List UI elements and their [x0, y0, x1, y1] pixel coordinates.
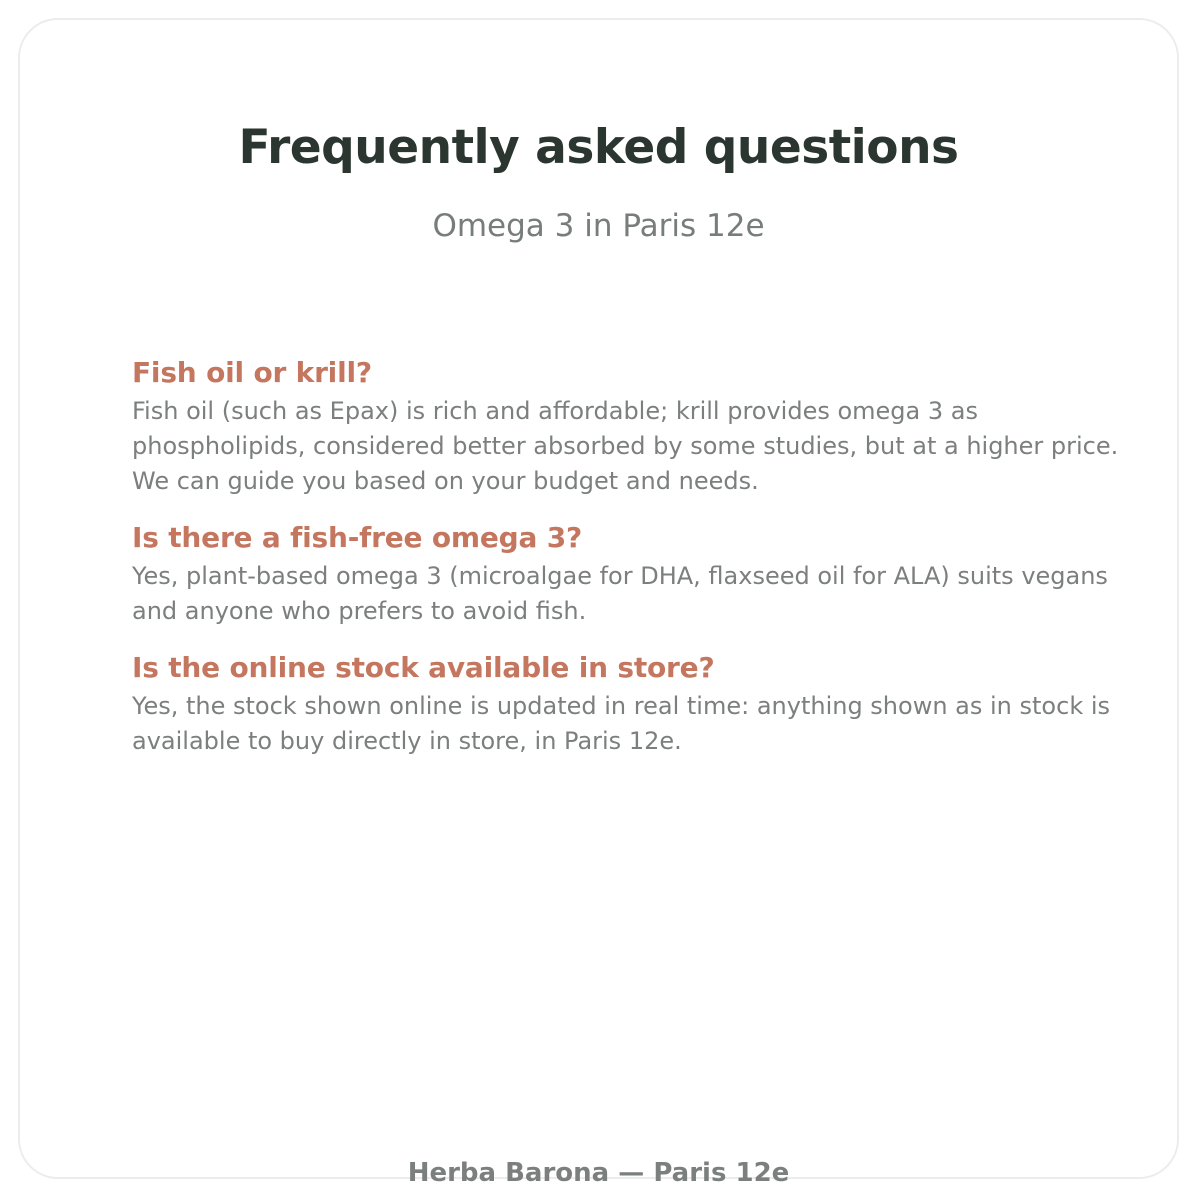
faq-card: [18, 18, 1179, 1188]
faq-question: Fish oil or krill?: [132, 356, 372, 389]
faq-question: Is there a fish-free omega 3?: [132, 521, 583, 554]
faq-answer: Yes, the stock shown online is updated in real time: anything shown as in stock is available to buy directly in store, in Paris 12e.: [132, 692, 1111, 755]
faq-question: Is the online stock available in store?: [132, 651, 715, 684]
footer-store-name: Herba Barona — Paris 12e: [407, 1158, 790, 1188]
faq-list: [132, 352, 1122, 777]
page-title: Frequently asked questions: [238, 120, 959, 175]
faq-answer: Fish oil (such as Epax) is rich and affordable; krill provides omega 3 as phospholipids, considered better absorbed by some studies, but at a higher price. We can guide you based on your budget and needs.: [132, 397, 1119, 495]
faq-item: [132, 647, 1122, 759]
faq-item: [132, 352, 1122, 499]
faq-answer: Yes, plant-based omega 3 (microalgae for DHA, flaxseed oil for ALA) suits vegans and anyone who prefers to avoid fish.: [132, 562, 1108, 625]
page-subtitle: Omega 3 in Paris 12e: [432, 208, 765, 244]
faq-item: [132, 517, 1122, 629]
